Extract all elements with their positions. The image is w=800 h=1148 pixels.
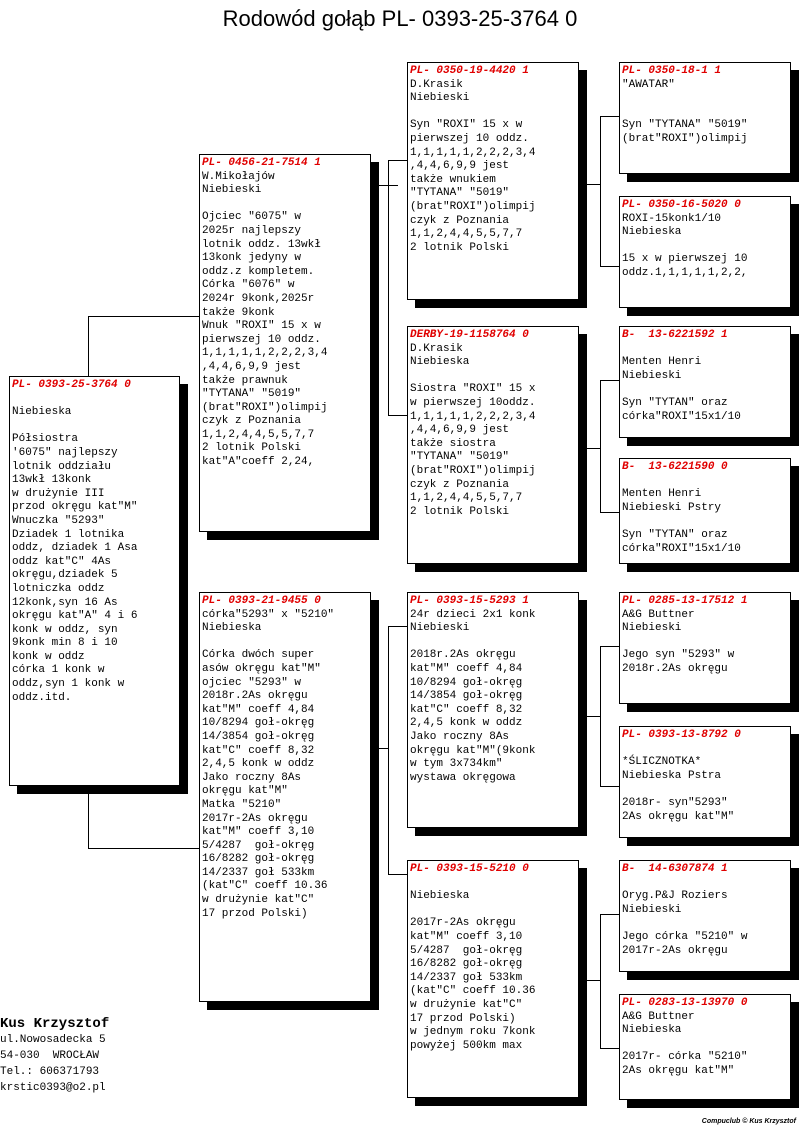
pigeon-card-fff[interactable] [619,62,791,174]
connector [600,116,601,266]
pigeon-card-fmm[interactable] [619,458,791,564]
pigeon-card-mfm[interactable] [619,726,791,838]
pigeon-description: Niebieska Półsiostra '6075" najlepszy lotnik oddziału 13wkł 13konk w drużynie III przod okręgu kat"M" Wnuczka "5293" Dziadek 1 lotnika oddz, dziadek 1 Asa oddz kat"C" 4As okręgu,dziadek 5 lotniczka oddz 12konk,syn 16 As okręgu kat"A" 4 i 6 konk w oddz, syn 9konk min 8 i 10 konk w oddz córka 1 konk w oddz,syn 1 konk w oddz.itd. [12,406,138,704]
connector [388,160,408,161]
pigeon-card-mother[interactable] [199,592,371,1002]
pigeon-description: *ŚLICZNOTKA* Niebieska Pstra 2018r- syn"5293" 2As okręgu kat"M" [622,756,735,823]
pigeon-description: Menten Henri Niebieski Pstry Syn "TYTAN" oraz córka"ROXI"15x1/10 [622,488,741,555]
connector [600,646,620,647]
pigeon-card-mm[interactable] [407,860,579,1098]
ring-number: PL- 0393-25-3764 0 [12,379,131,391]
ring-number: B- 13-6221592 1 [622,329,728,341]
pigeon-description: ROXI-15konk1/10 Niebieska 15 x w pierwszej 10 oddz.1,1,1,1,1,2,2, [622,212,748,279]
owner-email: krstic0393@o2.pl [0,1082,106,1094]
connector [600,646,601,786]
pigeon-description: Niebieska 2017r-2As okręgu kat"M" coeff 3,10 5/4287 goł-okręg 16/8282 goł-okręg 14/2337 goł 533km (kat"C" coeff 10.36 w drużynie kat"C" 17 przod Polski) w jednym roku 7konk powyżej 500km max [410,890,536,1052]
ring-number: PL- 0350-19-4420 1 [410,65,529,77]
ring-number: PL- 0456-21-7514 1 [202,157,321,169]
ring-number: PL- 0350-16-5020 0 [622,199,741,211]
pigeon-card-ffm[interactable] [619,196,791,308]
ring-number: PL- 0285-13-17512 1 [622,595,748,607]
connector [88,786,89,848]
pigeon-card-subject[interactable] [9,376,180,786]
connector [600,380,601,512]
connector [88,316,200,317]
connector [600,914,601,1048]
pigeon-card-fmf[interactable] [619,326,791,438]
pigeon-description: córka"5293" x "5210" Niebieska Córka dwóch super asów okręgu kat"M" ojciec "5293" w 2018r.2As okręgu kat"M" coeff 4,84 10/8294 goł-okręg 14/3854 goł-okręg kat"C" coeff 8,32 2,4,5 konk w oddz Jako roczny 8As okręgu kat"M" Matka "5210" 2017r-2As okręgu kat"M" coeff 3,10 5/4287 goł-okręg 16/8282 goł-okręg 14/2337 goł 533km (kat"C" coeff 10.36 w drużynie kat"C" 17 przod Polski) [202,608,335,920]
connector [388,626,408,627]
pigeon-card-mmf[interactable] [619,860,791,972]
ring-number: B- 13-6221590 0 [622,461,728,473]
connector [376,185,398,186]
ring-number: DERBY-19-1158764 0 [410,329,529,341]
ring-number: B- 14-6307874 1 [622,863,728,875]
pigeon-description: "AWATAR" Syn "TYTANA" "5019" (brat"ROXI")olimpij [622,78,748,145]
pigeon-description: W.Mikołajów Niebieski Ojciec "6075" w 2025r najlepszy lotnik oddz. 13wkł 13konk jedyny w oddz.z kompletem. Córka "6076" w 2024r 9konk,2025r także 9konk Wnuk "ROXI" 15 x w pierwszej 10 oddz. 1,1,1,1,1,2,2,2,3,4 ,4,4,6,9,9 jest także prawnuk "TYTANA" "5019" (brat"ROXI")olimpij czyk z Poznania 1,1,2,4,4,5,5,7,7 2 lotnik Polski kat"A"coeff 2,24, [202,170,328,469]
pigeon-card-mf[interactable] [407,592,579,828]
connector [586,184,600,185]
ring-number: PL- 0393-15-5210 0 [410,863,529,875]
pigeon-description: D.Krasik Niebieski Syn "ROXI" 15 x w pierwszej 10 oddz. 1,1,1,1,1,2,2,2,3,4 ,4,4,6,9,9 jest także wnukiem "TYTANA" "5019" (brat"ROXI")olimpij czyk z Poznania 1,1,2,4,4,5,5,7,7 2 lotnik Polski [410,78,536,254]
connector [388,874,408,875]
ring-number: PL- 0393-13-8792 0 [622,729,741,741]
connector [388,415,408,416]
footer-credit: Compuclub © Kus Krzysztof [701,1118,796,1125]
connector [600,116,620,117]
page-title: Rodowód gołąb PL- 0393-25-3764 0 [222,6,578,31]
owner-info [0,1016,109,1096]
connector [388,160,389,415]
connector [586,448,600,449]
pigeon-card-ff[interactable] [407,62,579,300]
owner-name: Kus Krzysztof [0,1016,110,1032]
pigeon-description: A&G Buttner Niebieska 2017r- córka "5210" 2As okręgu kat"M" [622,1010,748,1077]
pigeon-card-mmm[interactable] [619,994,791,1100]
pigeon-card-father[interactable] [199,154,371,532]
ring-number: PL- 0393-15-5293 1 [410,595,529,607]
connector [88,316,89,378]
pigeon-description: Menten Henri Niebieski Syn "TYTAN" oraz córka"ROXI"15x1/10 [622,356,741,423]
owner-street: ul.Nowosadecka 5 [0,1034,106,1046]
connector [600,512,620,513]
connector [376,748,388,749]
connector [586,716,600,717]
ring-number: PL- 0393-21-9455 0 [202,595,321,607]
connector [388,626,389,874]
pigeon-description: A&G Buttner Niebieski Jego syn "5293" w 2018r.2As okręgu [622,608,735,675]
owner-phone: Tel.: 606371793 [0,1066,100,1078]
connector [600,1048,620,1049]
pigeon-card-fm[interactable] [407,326,579,564]
connector [600,786,620,787]
pigeon-description: 24r dzieci 2x1 konk Niebieski 2018r.2As okręgu kat"M" coeff 4,84 10/8294 goł-okręg 14/3854 goł-okręg kat"C" coeff 8,32 2,4,5 konk w oddz Jako roczny 8As okręgu kat"M"(9konk w tym 3x734km" wystawa okręgowa [410,608,536,784]
ring-number: PL- 0283-13-13970 0 [622,997,748,1009]
ring-number: PL- 0350-18-1 1 [622,65,722,77]
pigeon-card-mff[interactable] [619,592,791,704]
pigeon-description: Oryg.P&J Roziers Niebieski Jego córka "5210" w 2017r-2As okręgu [622,890,748,957]
pigeon-description: D.Krasik Niebieska Siostra "ROXI" 15 x w pierwszej 10oddz. 1,1,1,1,1,2,2,2,3,4 ,4,4,6,9,9 jest także siostra "TYTANA" "5019" (brat"ROXI")olimpij czyk z Poznania 1,1,2,4,4,5,5,7,7 2 lotnik Polski [410,342,536,518]
connector [600,380,620,381]
connector [600,914,620,915]
connector [600,266,620,267]
owner-city: 54-030 WROCŁAW [0,1050,100,1062]
connector [88,848,200,849]
connector [586,980,600,981]
